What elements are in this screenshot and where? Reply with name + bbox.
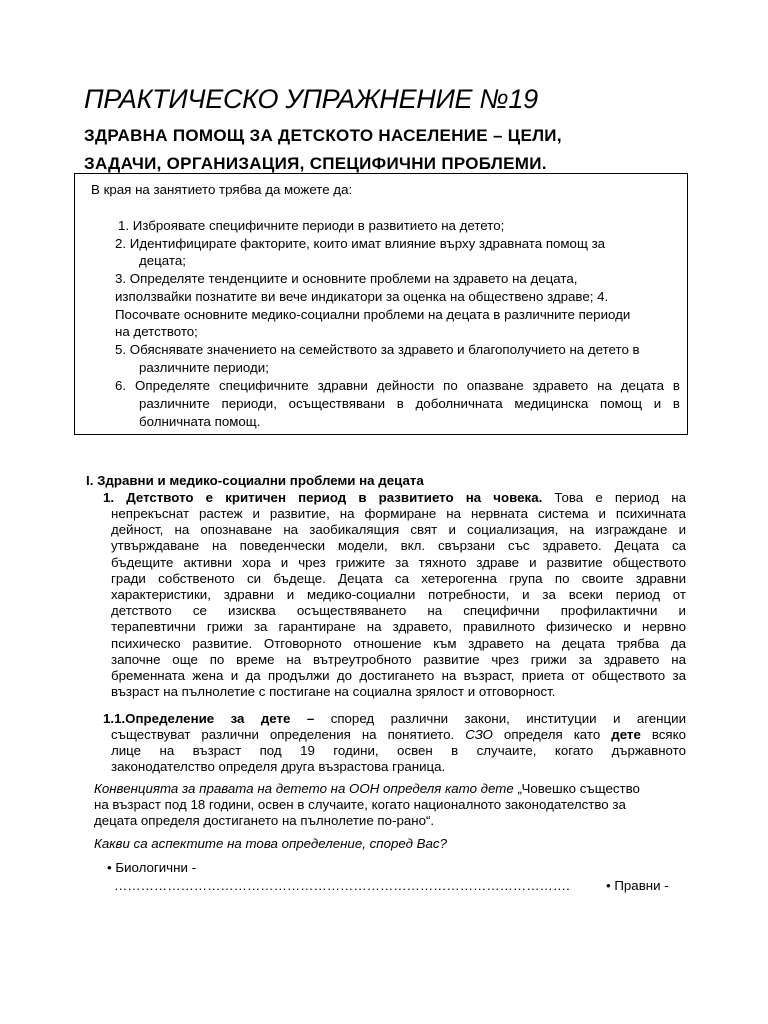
un-convention-paragraph: [94, 781, 694, 830]
objective-line: 2. Идентифицирате факторите, които имат влияние върху здравната помощ за: [115, 236, 606, 251]
objective-line: 1. Изброявате специфичните периоди в развитието на детето;: [118, 218, 505, 233]
paragraph-line: психическо развитие. Отговорното отношение към здравето на децата трябва да: [111, 635, 686, 651]
paragraph-line: 1.1.Определение за дете – според различни закони, институции и агенции: [103, 711, 686, 726]
paragraph-line: на възраст под 18 години, освен в случаите, когато националното законодателство за: [94, 797, 626, 813]
section-heading: I. Здравни и медико-социални проблеми на децата: [86, 473, 424, 488]
paragraph-line: възраст на пълнолетие с постигане на социална зрялост и отговорност.: [111, 684, 556, 700]
paragraph-line: утвърждаване на поведенчески модели, вкл. свързани със здравето. Децата са: [111, 538, 686, 554]
objective-line: на детството;: [115, 324, 198, 339]
page-title: ПРАКТИЧЕСКО УПРАЖНЕНИЕ №19: [84, 84, 538, 114]
objective-line: 5. Обяснявате значението на семейството за здравето и благополучието на детето в: [115, 342, 640, 357]
paragraph-line: непрекъснат растеж и развитие, на формиране на нервната система и психичната: [111, 506, 686, 521]
paragraph-line: Конвенцията за правата на детето на ООН определя като дете „Човешко същество: [94, 781, 640, 796]
objective-line: различните периоди;: [139, 360, 269, 375]
paragraph-line: дейност, на опознаване на заобикалящия свят и социализация, на изграждане и: [111, 522, 686, 538]
paragraph-line: бъдещите активни хора и чрез грижите за тяхното здраве и развитие обществото: [111, 554, 686, 570]
paragraph-line: гради собственото си бъдеще. Децата са хетерогенна група по своите здравни: [111, 570, 686, 586]
topic-heading-line-2: ЗАДАЧИ, ОРГАНИЗАЦИЯ, СПЕЦИФИЧНИ ПРОБЛЕМИ.: [84, 154, 547, 173]
definition-paragraph: [103, 711, 686, 727]
objective-line: 3. Определяте тенденциите и основните проблеми на здравето на децата,: [115, 271, 578, 286]
objective-line: децата;: [139, 253, 186, 268]
childhood-paragraph: [103, 490, 686, 506]
paragraph-line: 1. Детството е критичен период в развитието на човека. Това е период на: [103, 490, 686, 505]
question-text: Какви са аспектите на това определение, според Вас?: [94, 836, 447, 851]
paragraph-line: характеристики, здравни и медико-социални потребности, и за всеки период от: [111, 586, 686, 602]
definition-lead: 1.1.Определение за дете –: [103, 711, 315, 726]
topic-heading-line-1: ЗДРАВНА ПОМОЩ ЗА ДЕТСКОТО НАСЕЛЕНИЕ – ЦЕЛИ,: [84, 126, 562, 145]
bullet-biological: • Биологични -: [107, 860, 197, 875]
bullet-legal: • Правни -: [606, 878, 669, 893]
definition-paragraph-body: [111, 727, 686, 776]
paragraph-line: бременната жена и да продължи до достигането на възраст, приета от обществото за: [111, 667, 686, 683]
paragraph-line: законодателство определя друга възрастова граница.: [111, 759, 446, 775]
paragraph-line: започне още по време на вътреутробното развитие чрез грижи за здравето на: [111, 651, 686, 667]
objective-line: използвайки познатите ви вече индикатори за оценка на обществено здраве; 4.: [115, 289, 609, 304]
objective-line: 6. Определяте специфичните здравни дейности по опазване здравето на децата в: [115, 378, 680, 393]
objectives-intro: В края на занятието трябва да можете да:: [91, 182, 353, 197]
answer-dots: ………………………………………………………………………………………….: [114, 878, 570, 893]
topic-heading: [84, 122, 704, 178]
paragraph-line: съществуват различни определения на понятието. СЗО определя като дете всяко: [111, 727, 686, 742]
objective-line: Посочвате основните медико-социални проблеми на децата в различните периоди: [115, 307, 631, 322]
paragraph-lead: 1. Детството е критичен период в развитието на човека.: [103, 490, 543, 505]
paragraph-line: терапевтични грижи за гарантиране на здравето, правилното физическо и нервно: [111, 619, 686, 635]
paragraph-line: лице на възраст под 19 години, освен в случаите, когато държавното: [111, 743, 686, 759]
childhood-paragraph-body: [111, 506, 686, 700]
objective-line: болничната помощ.: [139, 414, 261, 429]
objective-line: различните периоди, осъществявани в доболничната медицинска помощ и в: [139, 396, 680, 411]
learning-objectives-box: [74, 173, 688, 435]
paragraph-line: децата определя достигането на пълнолетие по-рано“.: [94, 813, 435, 829]
paragraph-line: детството се изисква осъществяването на специфични профилактични и: [111, 603, 686, 619]
